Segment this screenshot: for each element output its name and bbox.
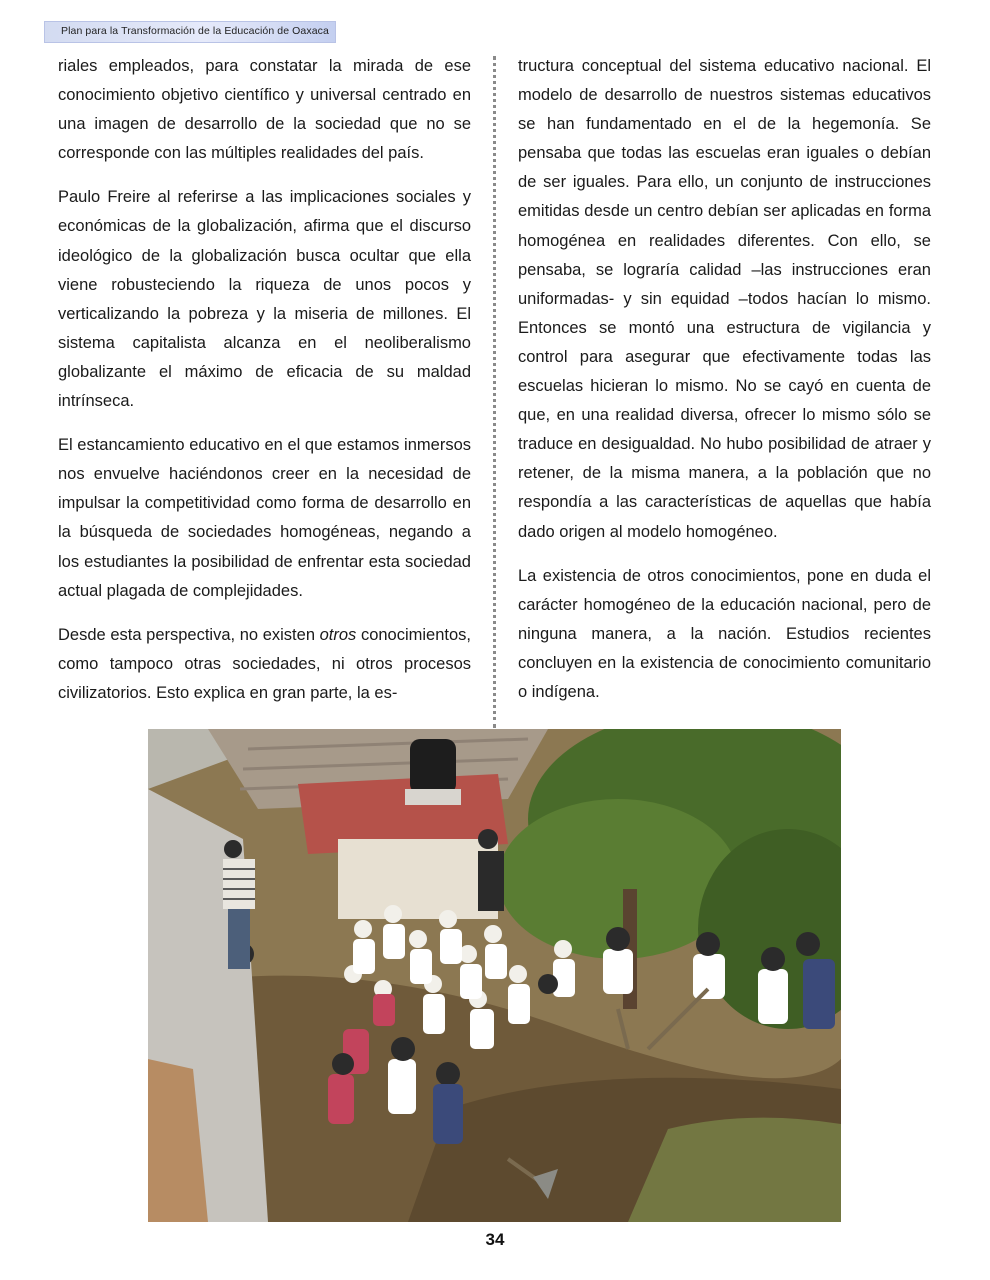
left-paragraph-1: riales empleados, para constatar la mirada de ese conocimiento objetivo científico y universal centrado en una imagen de desarrollo de la sociedad que no se corresponde con las múltiples realidades del país.	[58, 57, 471, 163]
right-paragraph-2: La existencia de otros conocimientos, pone en duda el carácter homogéneo de la educación nacional, pero de ninguna manera, a la nación. Estudios recientes concluyen en la existencia de conocimiento comunitario o indígena.	[518, 566, 931, 701]
left-paragraph-3: El estancamiento educativo en el que estamos inmersos nos envuelve haciéndonos creer en la necesidad de impulsar la competitividad como forma de desarrollo en la búsqueda de sociedades homogéneas, negando a los estudiantes la posibilidad de enfrentar esta sociedad actual plagada de complejidades.	[58, 436, 471, 600]
left-paragraph-4-emphasis: otros	[319, 625, 357, 644]
left-paragraph-4-start: Desde esta perspectiva, no existen	[58, 625, 320, 644]
left-paragraph-4-end: conocimientos, como tampoco otras sociedades, ni otros procesos civilizatorios. Esto explica en gran parte, la es-	[58, 625, 471, 702]
schoolyard-photo-illustration	[148, 729, 841, 1222]
page-number: 34	[485, 1230, 505, 1249]
right-paragraph-1: tructura conceptual del sistema educativo nacional. El modelo de desarrollo de nuestros sistemas educativos se han fundamentado en el de la hegemonía. Se pensaba que todas las escuelas eran iguales o debían de ser iguales. Para ello, un conjunto de instrucciones emitidas desde un centro debían ser aplicadas en forma homogénea en realidades diferentes. Con ello, se pensaba, se lograría calidad –las instrucciones eran uniformadas- y sin equidad –todos hacían lo mismo. Entonces se montó una estructura de vigilancia y control para asegurar que efectivamente todas las escuelas hicieran lo mismo. No se cayó en cuenta de que, en una realidad diversa, ofrecer lo mismo sólo se traduce en desigualdad. No hubo posibilidad de atraer y retener, de la misma manera, a la población que no respondía a las características de aquellas que había dado origen al modelo homogéneo.	[518, 57, 931, 541]
schoolyard-photo	[148, 729, 841, 1222]
left-text-column	[58, 52, 471, 723]
left-paragraph-4	[58, 621, 471, 708]
running-header	[44, 21, 336, 43]
running-header-title: Plan para la Transformación de la Educación de Oaxaca	[61, 25, 329, 37]
column-divider	[493, 56, 496, 728]
left-paragraph-2: Paulo Freire al referirse a las implicaciones sociales y económicas de la globalización, afirma que el discurso ideológico de la globalización busca ocultar que ella viene robusteciendo la riqueza de unos pocos y verticalizando la pobreza y la miseria de millones. El sistema capitalista alcanza en el neoliberalismo globalizante el máximo de eficacia de su maldad intrínseca.	[58, 188, 471, 411]
right-text-column	[518, 52, 931, 722]
